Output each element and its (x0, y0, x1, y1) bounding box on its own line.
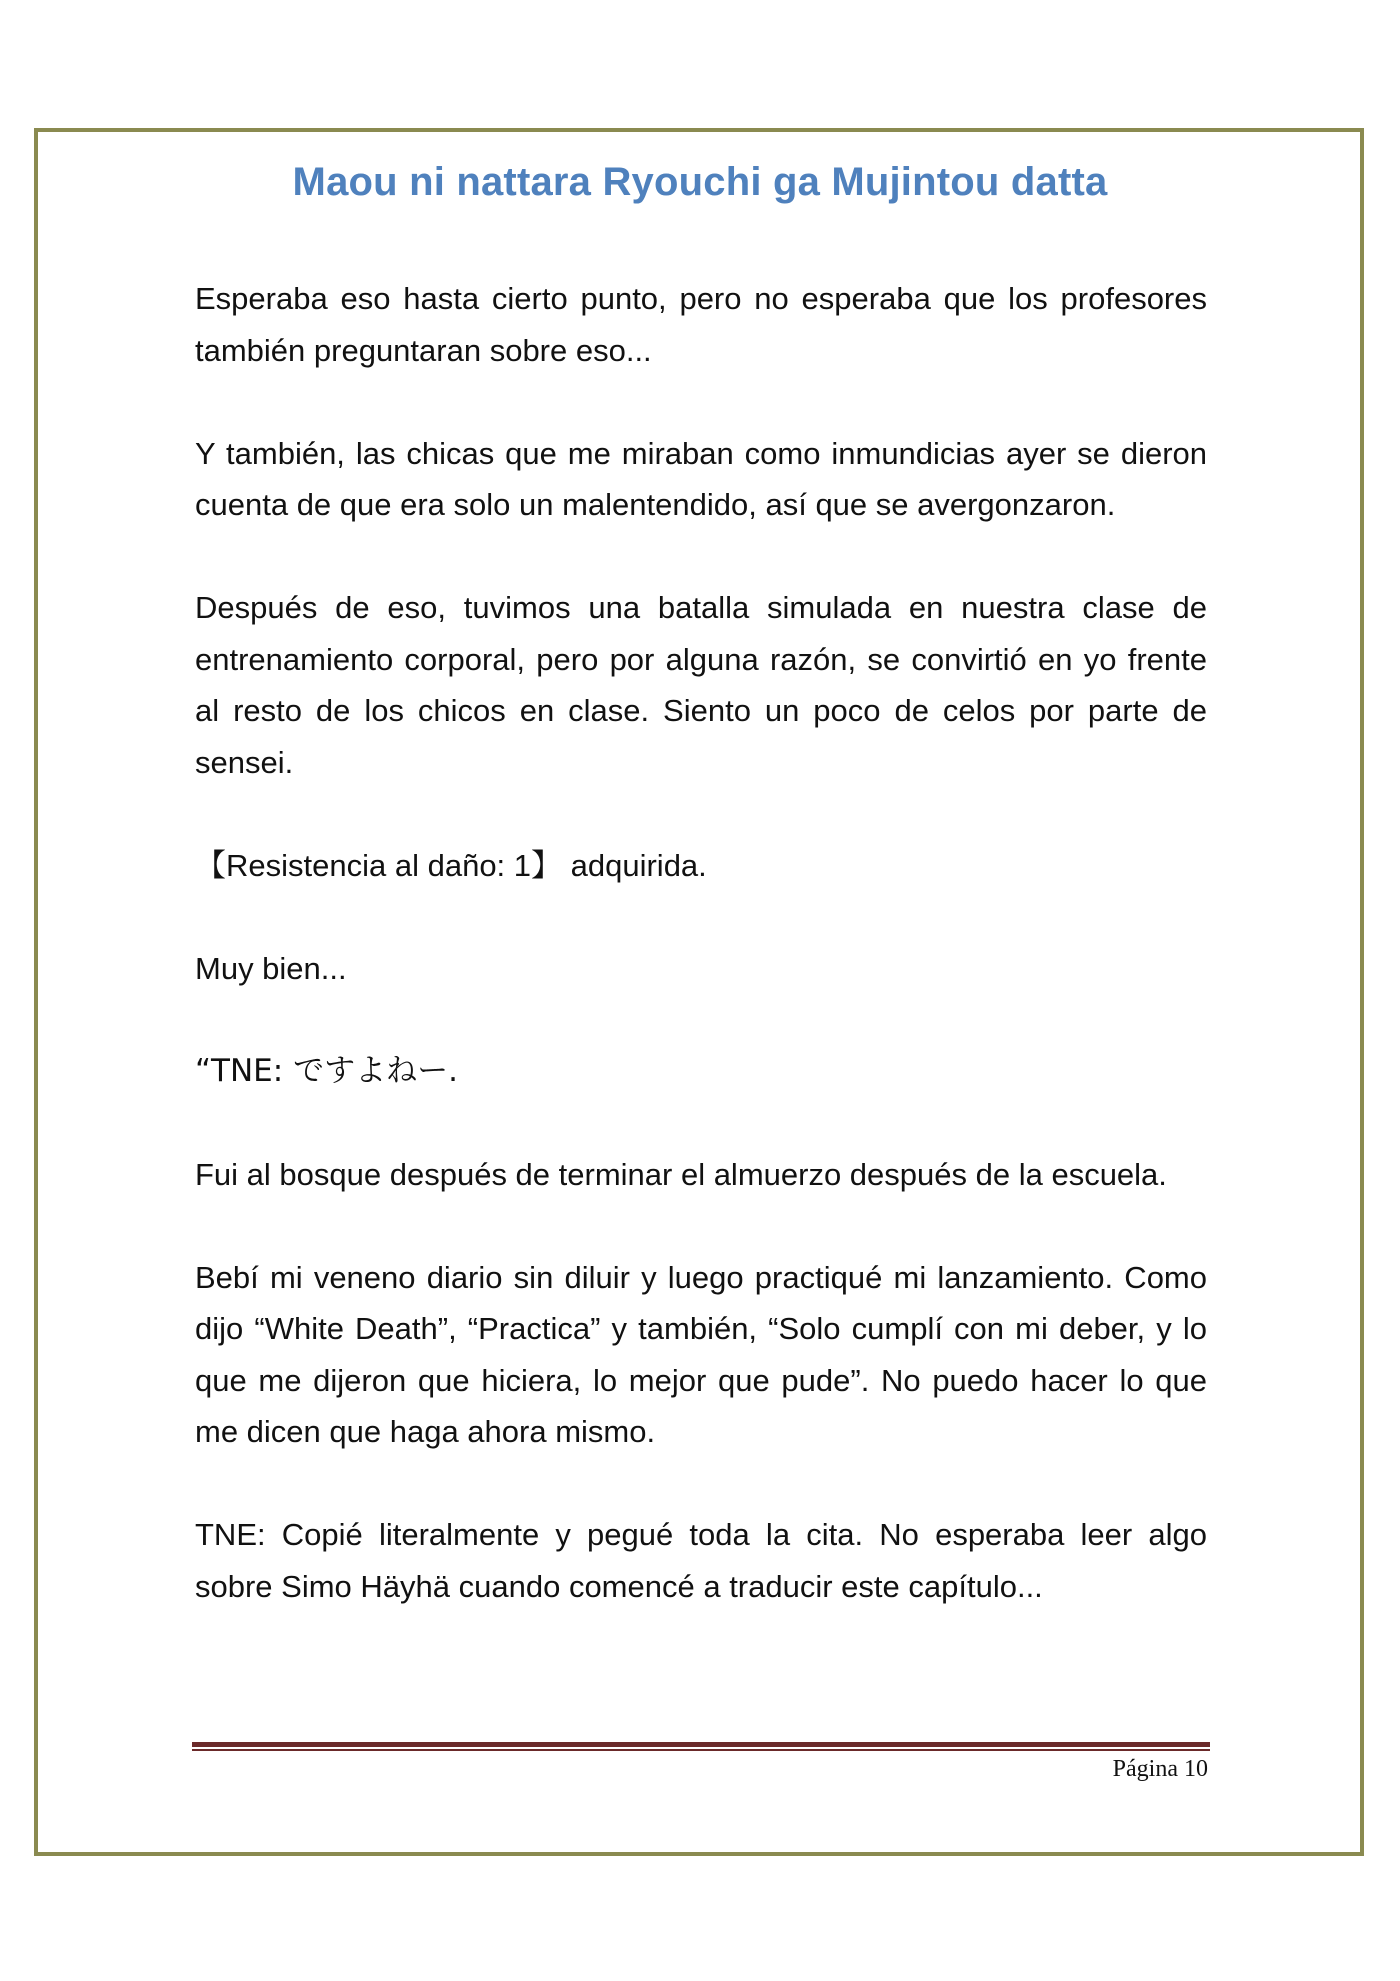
document-body (195, 273, 1207, 1612)
paragraph-5: Muy bien... (195, 950, 347, 986)
paragraph-3: Después de eso, tuvimos una batalla simulada en nuestra clase de entrenamiento corporal, pero por alguna razón, se convirtió en yo frente al resto de los chicos en clase. Siento un poco de celos por parte de sensei. (195, 590, 1207, 780)
footer-divider-thick (192, 1742, 1210, 1747)
paragraph-1: Esperaba eso hasta cierto punto, pero no esperaba que los profesores también preguntaran sobre eso... (195, 281, 1207, 368)
translator-note: TNE: Copié literalmente y pegué toda la cita. No esperaba leer algo sobre Simo Häyhä cuando comencé a traducir este capítulo... (195, 1517, 1207, 1604)
translator-note-japanese: “TNE: ですよねー. (195, 1052, 458, 1089)
page-number: Página 10 (1112, 1756, 1208, 1782)
paragraph-2: Y también, las chicas que me miraban como inmundicias ayer se dieron cuenta de que era solo un malentendido, así que se avergonzaron. (195, 435, 1207, 522)
paragraph-8: Bebí mi veneno diario sin diluir y luego practiqué mi lanzamiento. Como dijo “White Death”, “Practica” y también, “Solo cumplí con mi deber, y lo que me dijeron que hiciera, lo mejor que pude”. No puedo hacer lo que me dicen que haga ahora mismo. (195, 1259, 1207, 1449)
skill-acquired-line: 【Resistencia al daño: 1】 adquirida. (195, 847, 707, 883)
footer-divider (192, 1742, 1210, 1751)
footer-divider-thin (192, 1749, 1210, 1751)
document-title: Maou ni nattara Ryouchi ga Mujintou datta (292, 160, 1108, 204)
paragraph-7: Fui al bosque después de terminar el almuerzo después de la escuela. (195, 1156, 1167, 1192)
